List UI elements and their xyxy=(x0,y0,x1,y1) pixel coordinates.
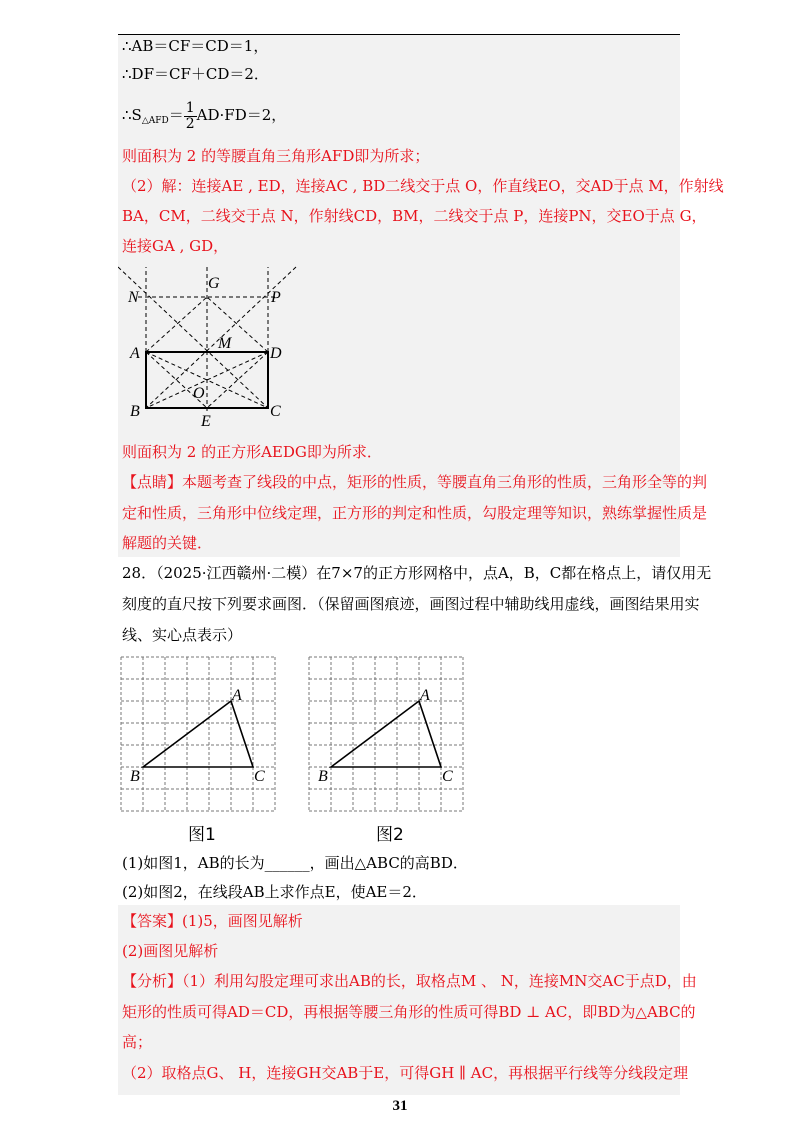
analysis-line-2: 矩形的性质可得AD＝CD，再根据等腰三角形的性质可得BD ⊥ AC，即BD为△ABC的 xyxy=(122,1003,696,1021)
solution-line-8: 则面积为 2 的正方形AEDG即为所求． xyxy=(122,443,382,461)
grid2-label-A: A xyxy=(420,687,430,704)
analysis-line-3: 高； xyxy=(122,1033,153,1051)
grid1-label-C: C xyxy=(254,768,265,785)
figure-caption-1: 图1 xyxy=(188,825,216,845)
comment-line-2: 定和性质，三角形中位线定理，正方形的判定和性质，勾股定理等知识，熟练掌握性质是 xyxy=(122,504,708,522)
grid2-label-B: B xyxy=(318,768,328,785)
question-part-2: (2)如图2，在线段AB上求作点E，使AE＝2． xyxy=(122,883,427,901)
answer-line-1: 【答案】(1)5，画图见解析 xyxy=(122,912,303,930)
label-D: D xyxy=(270,345,282,362)
grid1-label-A: A xyxy=(232,687,242,704)
construction-figure xyxy=(118,262,298,432)
analysis-line-1: 【分析】（1）利用勾股定理可求出AB的长，取格点M 、 N，连接MN交AC于点D，由 xyxy=(122,972,697,990)
grid2-label-C: C xyxy=(442,768,453,785)
answer-line-2: (2)画图见解析 xyxy=(122,942,219,960)
solution-line-4: 则面积为 2 的等腰直角三角形AFD即为所求； xyxy=(122,147,430,165)
solution-line-2: ∴DF＝CF＋CD＝2． xyxy=(122,65,269,83)
label-B: B xyxy=(130,403,140,420)
solution-line-5: （2）解：连接AE , ED，连接AC , BD二线交于点 O，作直线EO，交AD于点 M，作射线 xyxy=(122,177,724,195)
question-part-1: (1)如图1，AB的长为______，画出△ABC的高BD． xyxy=(122,854,468,872)
solution-line-7: 连接GA , GD， xyxy=(122,237,229,255)
grid-figure-1 xyxy=(118,654,284,816)
question-line-2: 刻度的直尺按下列要求画图．（保留画图痕迹，画图过程中辅助线用虚线，画图结果用实 xyxy=(122,595,700,613)
grid-figure-2 xyxy=(306,654,472,816)
comment-line-3: 解题的关键． xyxy=(122,534,213,552)
figure-caption-2: 图2 xyxy=(376,825,404,845)
label-O: O xyxy=(193,385,205,402)
analysis-line-4: （2）取格点G、 H，连接GH交AB于E，可得GH ∥ AC，再根据平行线等分线段定理 xyxy=(122,1064,689,1082)
grid1-label-B: B xyxy=(130,768,140,785)
label-N: N xyxy=(128,289,139,306)
label-A: A xyxy=(130,345,140,362)
fraction: $\frac{1}{2}$ xyxy=(185,99,195,132)
solution-line-6: BA，CM，二线交于点 N，作射线CD，BM，二线交于点 P，连接PN，交EO于点 G， xyxy=(122,207,707,225)
page-number: 31 xyxy=(392,1098,408,1114)
solution-line-1: ∴AB＝CF＝CD＝1， xyxy=(122,37,269,55)
label-P: P xyxy=(271,289,281,306)
label-E: E xyxy=(201,413,211,430)
label-C: C xyxy=(270,403,281,420)
question-line-1: 28．（2025·江西赣州·二模）在7×7的正方形网格中，点A，B，C都在格点上，请仅用无 xyxy=(122,564,712,582)
label-G: G xyxy=(208,275,220,292)
comment-line-1: 【点睛】本题考查了线段的中点，矩形的性质，等腰直角三角形的性质，三角形全等的判 xyxy=(122,473,708,491)
label-M: M xyxy=(218,335,232,352)
solution-line-3: $\therefore S_{\triangle AFD}=$ $\frac{1}{2}$ AD·FD＝2， xyxy=(122,99,287,132)
question-line-3: 线、实心点表示） xyxy=(122,626,243,644)
